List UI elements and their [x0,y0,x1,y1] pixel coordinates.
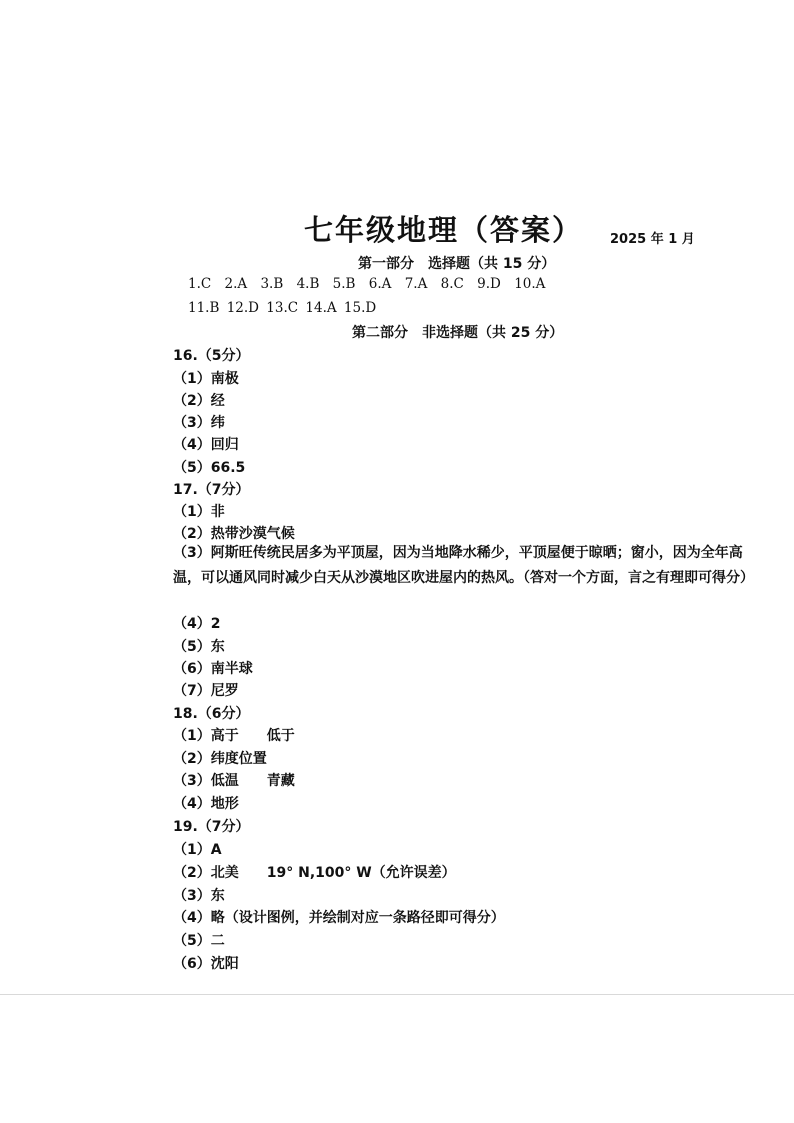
q18-answer-3: （3）低温 青藏 [173,773,295,789]
q19-answer-4: （4）略（设计图例，并绘制对应一条路径即可得分） [173,910,505,926]
mc-answer: 1.C [188,276,212,292]
mc-answer: 14.A [305,300,337,316]
mc-answer: 6.A [368,276,392,292]
q16-answer-5: （5）66.5 [173,460,246,476]
mc-answer: 2.A [224,276,248,292]
q19-answer-6: （6）沈阳 [173,956,239,972]
mc-answer: 7.A [404,276,428,292]
mc-answer: 4.B [296,276,320,292]
q19-answer-1: （1）A [173,842,222,858]
mc-answer: 15.D [343,300,377,316]
mc-answer: 12.D [226,300,259,316]
part1-heading: 第一部分 选择题（共 15 分） [358,256,556,272]
q16-answer-2: （2）经 [173,393,225,409]
page-title: 七年级地理（答案） [304,213,584,247]
q18-answer-1: （1）高于 低于 [173,728,295,744]
q19-answer-2: （2）北美 19° N,100° W（允许误差） [173,865,456,881]
q18-answer-4: （4）地形 [173,796,239,812]
page-bottom-divider [0,994,794,995]
q16-answer-1: （1）南极 [173,371,239,387]
q17-answer-1: （1）非 [173,504,225,520]
question-19-heading: 19.（7分） [173,819,250,835]
mc-answer: 8.C [440,276,464,292]
mc-answer: 3.B [260,276,284,292]
mc-answers-row-1 [188,276,554,292]
q19-answer-5: （5）二 [173,933,225,949]
exam-date: 2025 年 1 月 [610,232,695,247]
q18-answer-2: （2）纬度位置 [173,751,267,767]
q16-answer-3: （3）纬 [173,415,225,431]
q17-answer-6: （6）南半球 [173,661,253,677]
q17-answer-2: （2）热带沙漠气候 [173,526,295,542]
mc-answer: 10.A [514,276,546,292]
q17-answer-5: （5）东 [173,639,225,655]
question-17-heading: 17.（7分） [173,482,250,498]
mc-answer: 13.C [266,300,299,316]
part2-heading: 第二部分 非选择题（共 25 分） [352,325,564,341]
question-18-heading: 18.（6分） [173,706,250,722]
mc-answer: 11.B [188,300,220,316]
q17-answer-7: （7）尼罗 [173,683,239,699]
q19-answer-3: （3）东 [173,888,225,904]
mc-answer: 9.D [477,276,501,292]
mc-answer: 5.B [332,276,356,292]
q16-answer-4: （4）回归 [173,437,239,453]
q17-answer-3: （3）阿斯旺传统民居多为平顶屋，因为当地降水稀少，平顶屋便于晾晒；窗小，因为全年高温，可以通风同时减少白天从沙漠地区吹进屋内的热风。（答对一个方面，言之有理即可得分） [173,545,754,586]
q17-answer-4: （4）2 [173,616,221,632]
mc-answers-row-2 [188,300,379,316]
question-16-heading: 16.（5分） [173,348,250,364]
